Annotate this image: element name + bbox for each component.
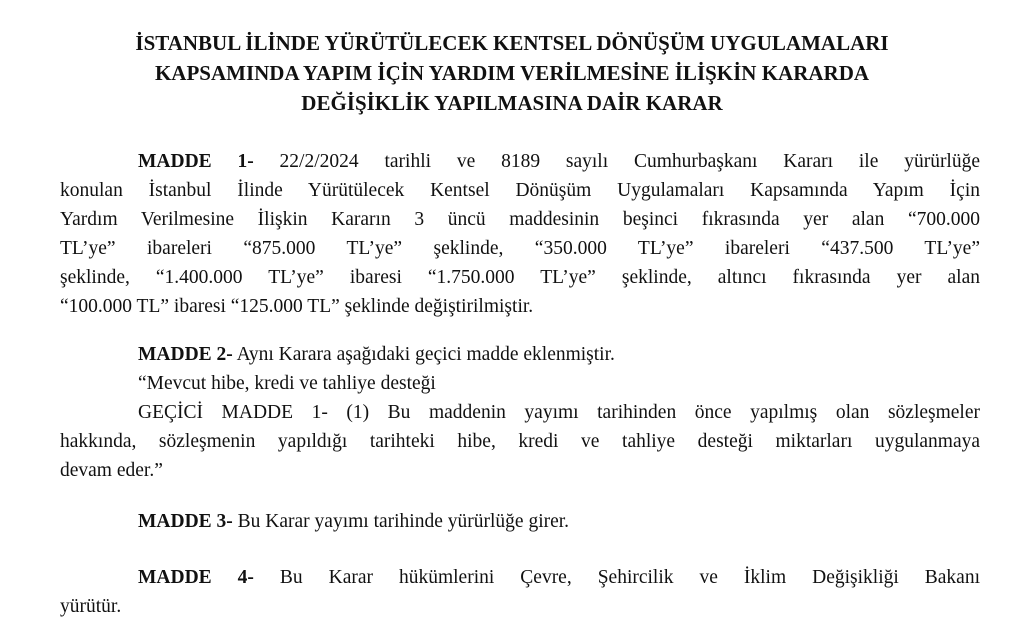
article-2-quote-heading: “Mevcut hibe, kredi ve tahliye desteği xyxy=(138,373,436,394)
article-2-line-4: hakkında, sözleşmenin yapıldığı tarihteki hibe, kredi ve tahliye desteği miktarları uygulanmaya xyxy=(60,431,980,452)
document-title xyxy=(40,28,984,118)
article-2-text: Aynı Karara aşağıdaki geçici madde eklenmiştir. xyxy=(232,344,615,365)
article-2-label: MADDE 2- xyxy=(138,344,233,365)
article-3 xyxy=(60,507,980,536)
article-3-line-1 xyxy=(60,507,980,536)
article-3-text: Bu Karar yayımı tarihinde yürürlüğe girer. xyxy=(232,511,570,532)
article-2-line-1 xyxy=(60,340,980,369)
title-line-2: KAPSAMINDA YAPIM İÇİN YARDIM VERİLMESİNE İLİŞKİN KARARDA xyxy=(154,61,870,85)
article-1-line-5: şeklinde, “1.400.000 TL’ye” ibaresi “1.750.000 TL’ye” şeklinde, altıncı fıkrasında yer alan xyxy=(60,267,980,288)
article-1-line-6: “100.000 TL” ibaresi “125.000 TL” şeklinde değiştirilmiştir. xyxy=(60,296,534,317)
article-2-line-3: GEÇİCİ MADDE 1- (1) Bu maddenin yayımı tarihinden önce yapılmış olan sözleşmeler xyxy=(138,402,980,423)
article-1-label: MADDE 1- xyxy=(138,151,254,172)
article-1 xyxy=(60,147,980,321)
article-4-line-2: yürütür. xyxy=(60,596,122,617)
article-4-line-1-text: Bu Karar hükümlerini Çevre, Şehircilik ve İklim Değişikliği Bakanı xyxy=(253,567,980,588)
article-1-line-4: TL’ye” ibareleri “875.000 TL’ye” şeklinde, “350.000 TL’ye” ibareleri “437.500 TL’ye” xyxy=(60,238,980,259)
article-2 xyxy=(60,340,980,485)
article-1-line-1 xyxy=(60,147,980,176)
article-1-line-2: konulan İstanbul İlinde Yürütülecek Kentsel Dönüşüm Uygulamaları Kapsamında Yapım İçin xyxy=(60,180,980,201)
article-4-label: MADDE 4- xyxy=(138,567,254,588)
article-1-line-3: Yardım Verilmesine İlişkin Kararın 3 üncü maddesinin beşinci fıkrasında yer alan “700.000 xyxy=(60,209,980,230)
article-4-line-1 xyxy=(60,563,980,592)
article-3-label: MADDE 3- xyxy=(138,511,233,532)
article-1-line-1-text: 22/2/2024 tarihli ve 8189 sayılı Cumhurbaşkanı Kararı ile yürürlüğe xyxy=(253,151,981,172)
title-line-3: DEĞİŞİKLİK YAPILMASINA DAİR KARAR xyxy=(301,91,723,115)
article-4 xyxy=(60,563,980,621)
title-line-1: İSTANBUL İLİNDE YÜRÜTÜLECEK KENTSEL DÖNÜŞÜM UYGULAMALARI xyxy=(135,31,889,55)
article-2-line-5: devam eder.” xyxy=(60,460,163,481)
